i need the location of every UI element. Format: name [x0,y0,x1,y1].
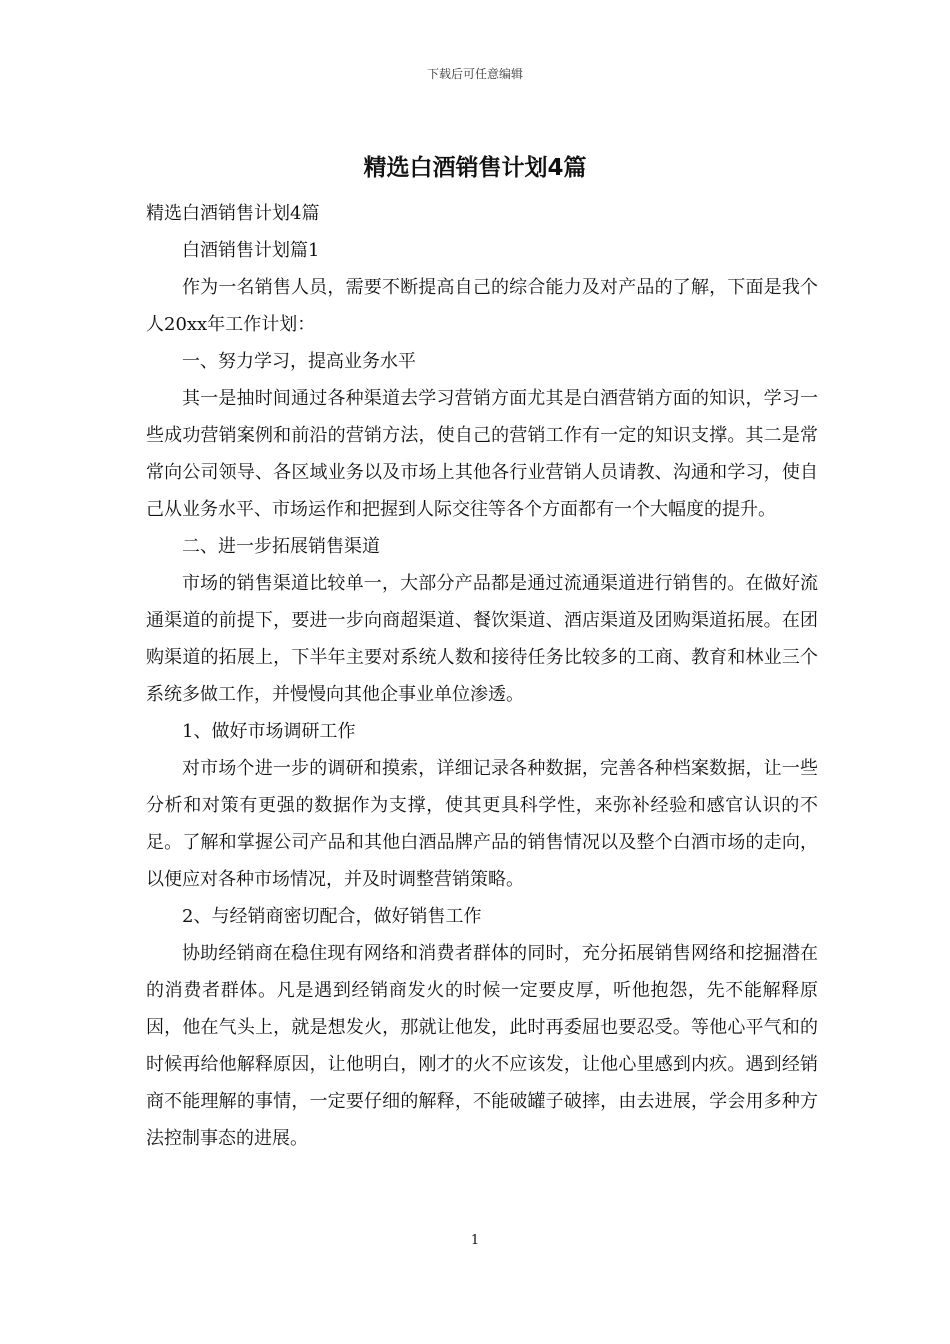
document-title: 精选白酒销售计划4篇 [363,155,587,181]
section-heading: 2、与经销商密切配合，做好销售工作 [182,906,482,927]
section-heading: 1、做好市场调研工作 [182,721,356,742]
page-number: 1 [470,1233,480,1248]
section-heading: 一、努力学习，提高业务水平 [182,351,416,372]
section-heading: 二、进一步拓展销售渠道 [182,536,380,557]
body-paragraph: 协助经销商在稳住现有网络和消费者群体的同时，充分拓展销售网络和挖掘潜在的消费者群体。凡是遇到经销商发火的时候一定要皮厚，听他抱怨，先不能解释原因，他在气头上，就是想发火，那就让他发，此时再委屈也要忍受。等他心平气和的时候再给他解释原因，让他明白，刚才的火不应该发，让他心里感到内疚。遇到经销商不能理解的事情，一定要仔细的解释，不能破罐子破摔，由去进展，学会用多种方法控制事态的进展。 [146,943,818,1149]
body-paragraph: 作为一名销售人员，需要不断提高自己的综合能力及对产品的了解，下面是我个人20xx年工作计划： [146,277,818,335]
subtitle-paragraph: 精选白酒销售计划4篇 [146,203,320,224]
document-body [146,195,818,1157]
page-header-note: 下载后可任意编辑 [426,67,523,81]
body-paragraph: 对市场个进一步的调研和摸索，详细记录各种数据，完善各种档案数据，让一些分析和对策有更强的数据作为支撑，使其更具科学性，来弥补经验和感官认识的不足。了解和掌握公司产品和其他白酒品牌产品的销售情况以及整个白酒市场的走向，以便应对各种市场情况，并及时调整营销策略。 [146,758,818,890]
body-paragraph: 市场的销售渠道比较单一，大部分产品都是通过流通渠道进行销售的。在做好流通渠道的前提下，要进一步向商超渠道、餐饮渠道、酒店渠道及团购渠道拓展。在团购渠道的拓展上，下半年主要对系统人数和接待任务比较多的工商、教育和林业三个系统多做工作，并慢慢向其他企事业单位渗透。 [146,573,818,705]
section-heading: 白酒销售计划篇1 [182,240,320,261]
body-paragraph: 其一是抽时间通过各种渠道去学习营销方面尤其是白酒营销方面的知识，学习一些成功营销案例和前沿的营销方法，使自己的营销工作有一定的知识支撑。其二是常常向公司领导、各区域业务以及市场上其他各行业营销人员请教、沟通和学习，使自己从业务水平、市场运作和把握到人际交往等各个方面都有一个大幅度的提升。 [146,388,818,520]
